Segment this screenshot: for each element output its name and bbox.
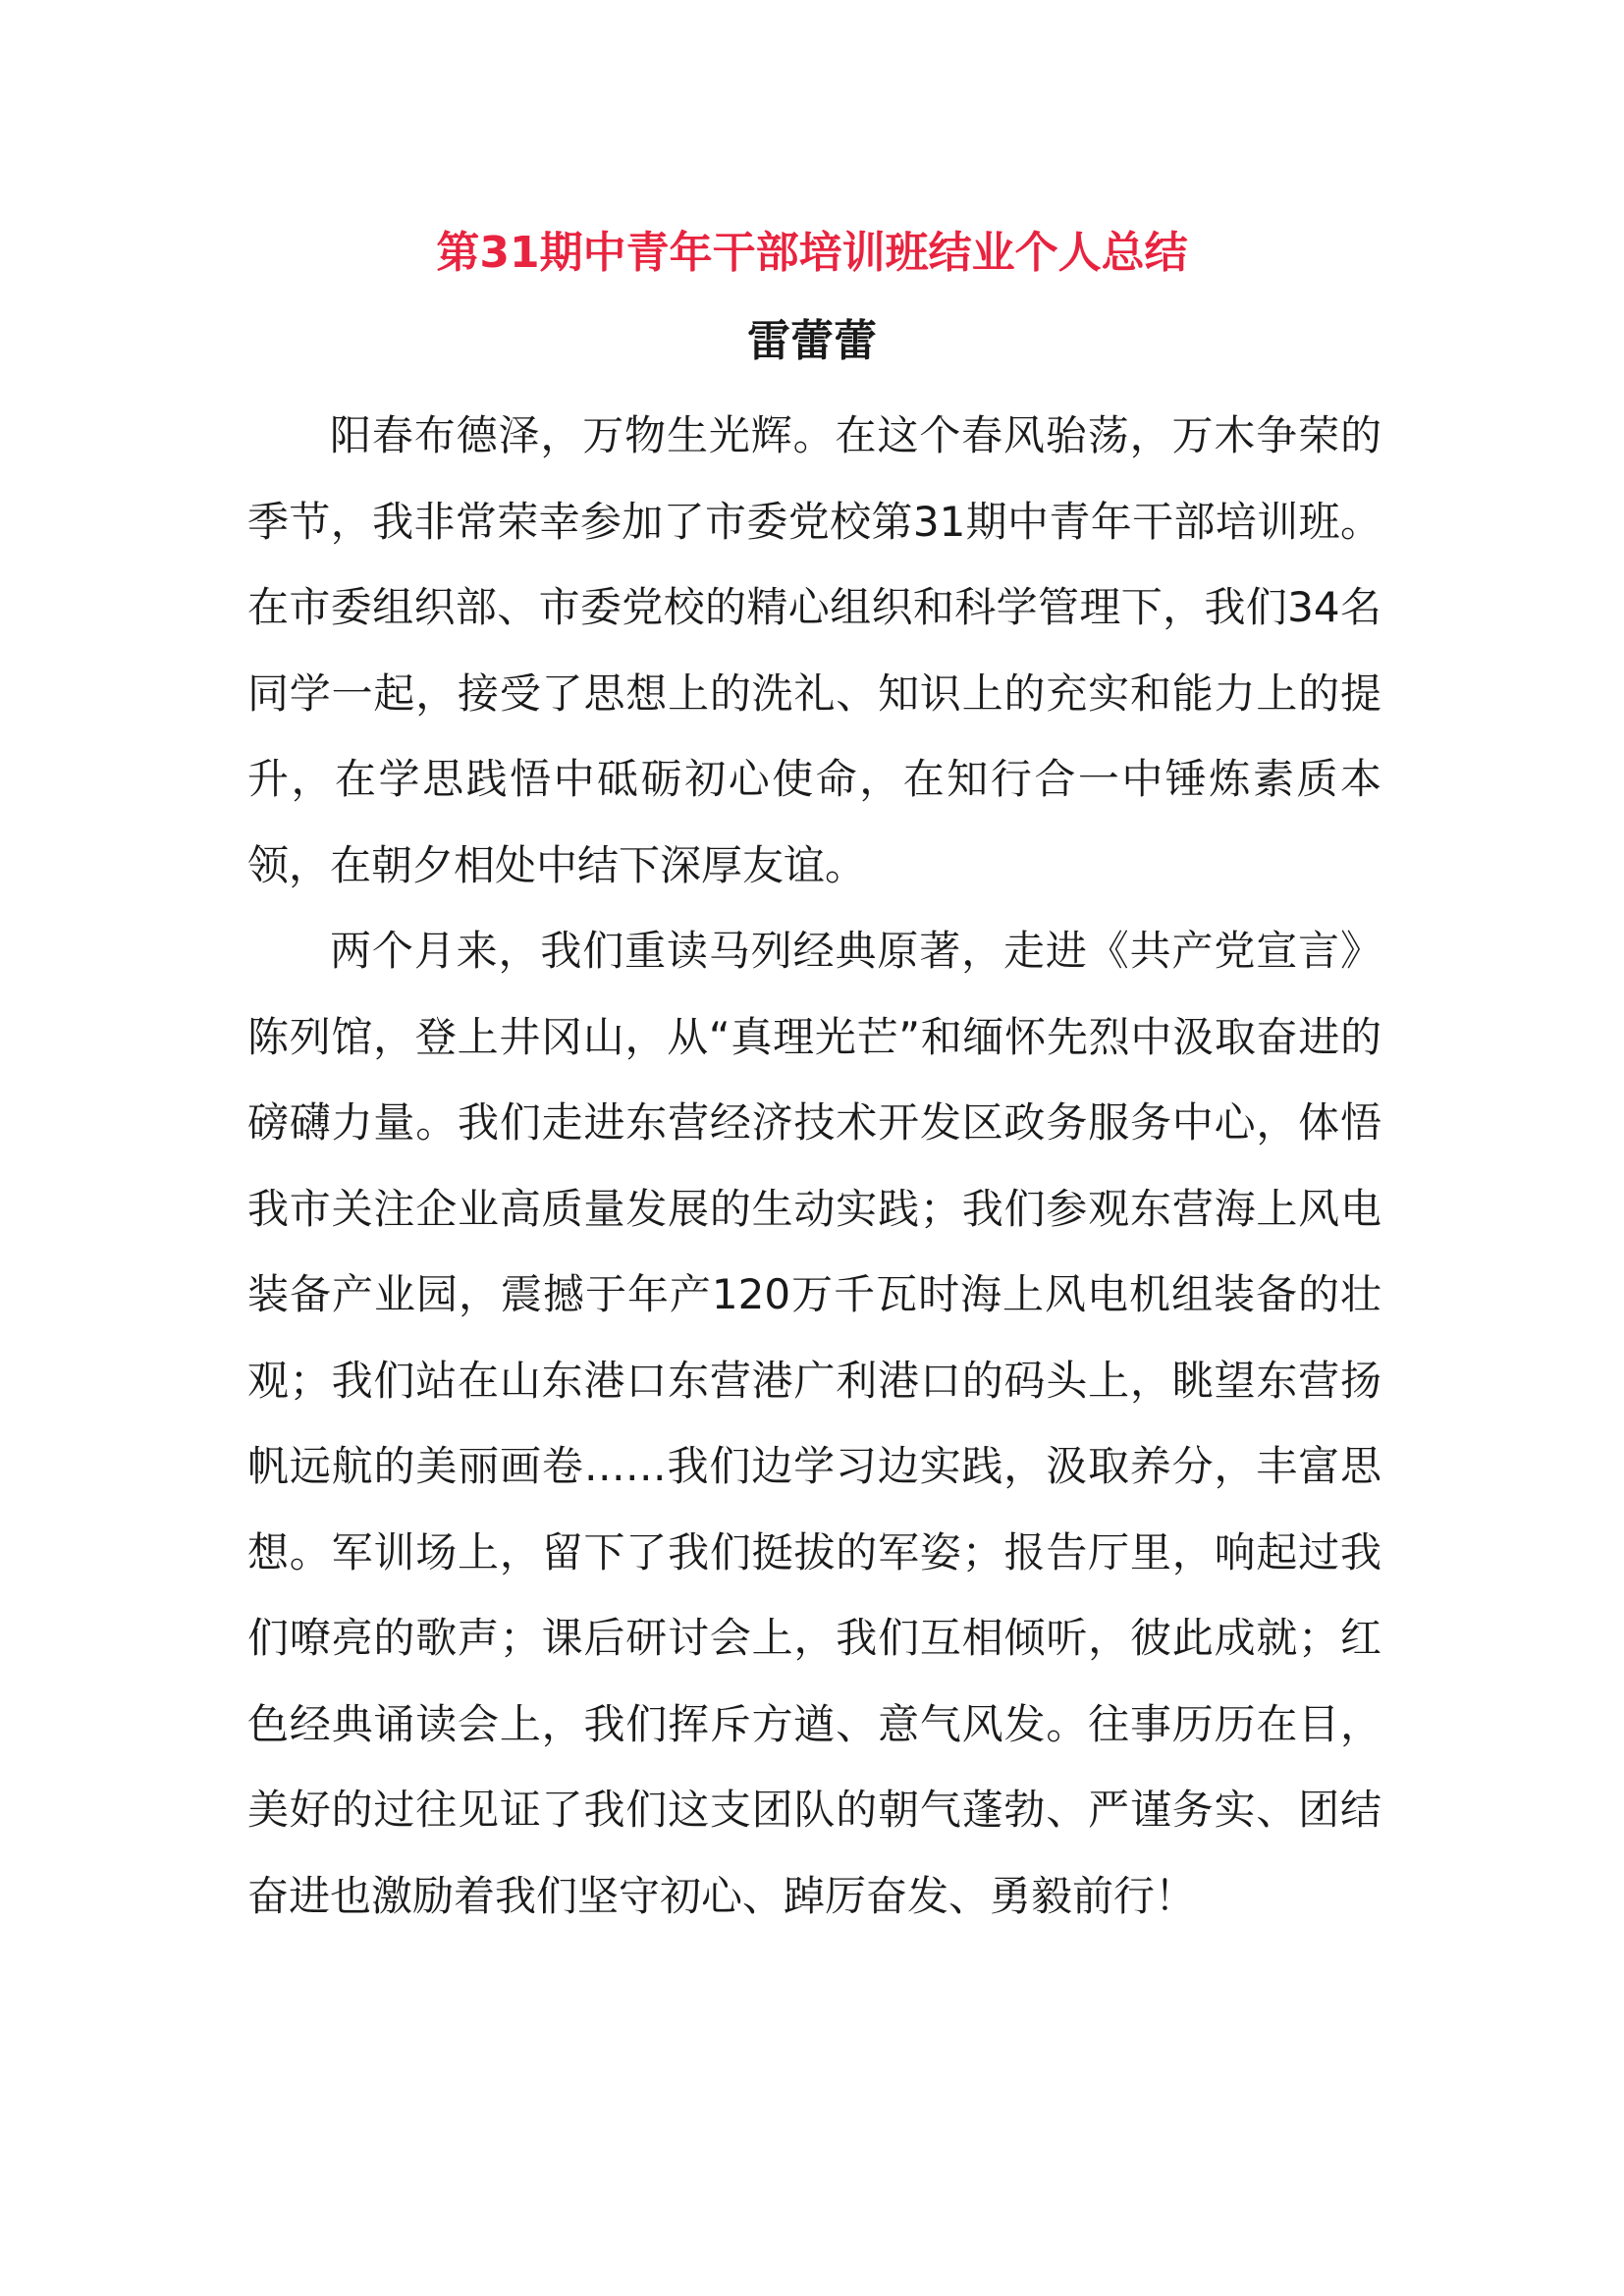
document-title: 第31期中青年干部培训班结业个人总结 [436, 228, 1188, 278]
document-body [247, 393, 1381, 1939]
author-name: 雷蕾蕾 [747, 316, 877, 366]
paragraph-1: 阳春布德泽，万物生光辉。在这个春风骀荡，万木争荣的季节，我非常荣幸参加了市委党校第31期中青年干部培训班。在市委组织部、市委党校的精心组织和科学管理下，我们34名同学一起，接受了思想上的洗礼、知识上的充实和能力上的提升，在学思践悟中砥砺初心使命，在知行合一中锤炼素质本领，在朝夕相处中结下深厚友谊。 [247, 411, 1381, 889]
paragraph-2: 两个月来，我们重读马列经典原著，走进《共产党宣言》陈列馆，登上井冈山，从“真理光芒”和缅怀先烈中汲取奋进的磅礴力量。我们走进东营经济技术开发区政务服务中心，体悟我市关注企业高质量发展的生动实践；我们参观东营海上风电装备产业园，震撼于年产120万千瓦时海上风电机组装备的壮观；我们站在山东港口东营港广利港口的码头上，眺望东营扬帆远航的美丽画卷……我们边学习边实践，汲取养分，丰富思想。军训场上，留下了我们挺拔的军姿；报告厅里，响起过我们嘹亮的歌声；课后研讨会上，我们互相倾听，彼此成就；红色经典诵读会上，我们挥斥方遒、意气风发。往事历历在目，美好的过往见证了我们这支团队的朝气蓬勃、严谨务实、团结奋进也激励着我们坚守初心、踔厉奋发、勇毅前行！ [247, 927, 1381, 1920]
